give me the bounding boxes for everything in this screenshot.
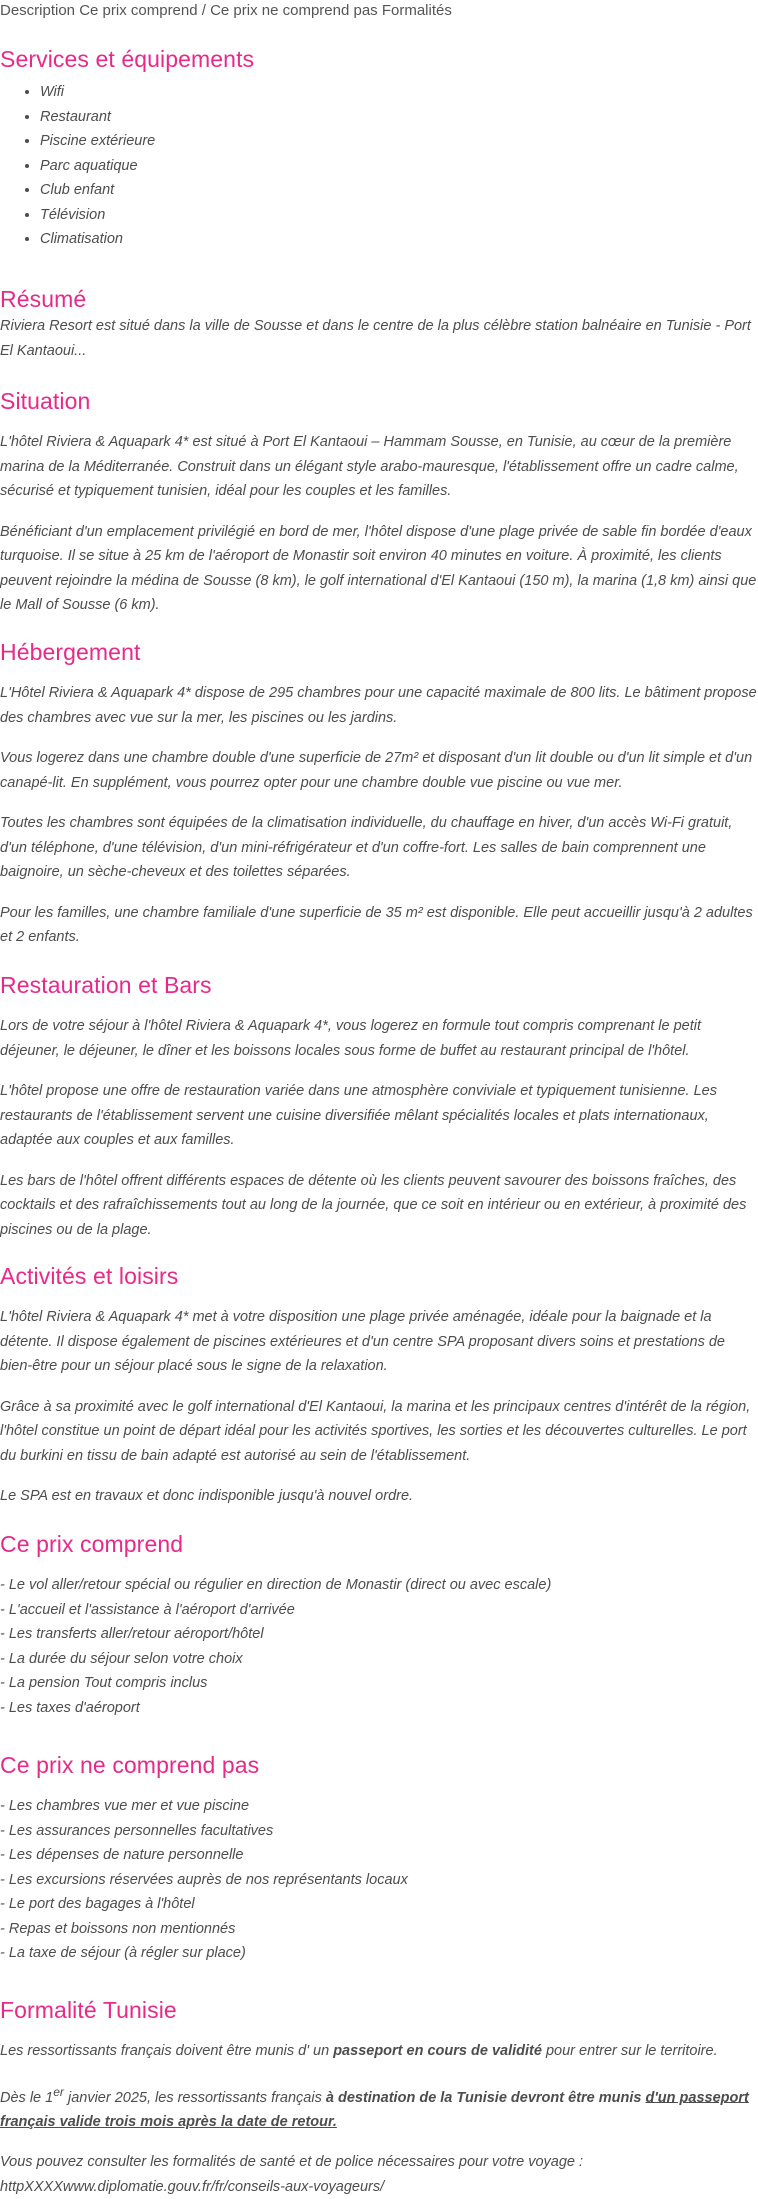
hebergement-paragraph-1: L'Hôtel Riviera & Aquapark 4* dispose de 295 chambres pour une capacité maximale de 800 lits. Le bâtiment propose des chambres avec vue sur la mer, les piscines ou les jardins.: [0, 685, 757, 726]
list-item: • Wifi: [40, 80, 758, 105]
section-activites: [0, 1261, 758, 1509]
section-ce-prix-comprend: [0, 1529, 758, 1720]
list-item: - Repas et boissons non mentionnés: [0, 1920, 236, 1937]
list-item: - La taxe de séjour (à régler sur place): [0, 1945, 246, 1961]
list-item: - Les transferts aller/retour aéroport/hôtel: [0, 1626, 264, 1642]
section-resume: [0, 284, 758, 363]
tab-prix[interactable]: Ce prix comprend / Ce prix ne comprend pas: [79, 2, 382, 19]
list-item: - Les assurances personnelles facultatives: [0, 1822, 274, 1839]
resume-heading: Résumé: [0, 286, 87, 312]
activites-paragraph-1: L'hôtel Riviera & Aquapark 4* met à votre disposition une plage privée aménagée, idéale pour la baignade et la détente. Il dispose également de piscines extérieures et d'un centre SPA proposant divers soins et prestations de bien-être pour un séjour placé sous le signe de la relaxation.: [0, 1309, 725, 1374]
list-item: • Club enfant: [40, 178, 758, 203]
list-item: - Les excursions réservées auprès de nos représentants locaux: [0, 1871, 408, 1888]
hebergement-heading: Hébergement: [0, 639, 141, 665]
list-item: - Le port des bagages à l'hôtel: [0, 1896, 195, 1912]
services-list: [0, 80, 758, 252]
list-item: - La pension Tout compris inclus: [0, 1675, 208, 1691]
list-item: • Piscine extérieure: [40, 129, 758, 154]
services-heading: Services et équipements: [0, 46, 255, 72]
activites-heading: Activités et loisirs: [0, 1263, 179, 1289]
tab-formalites[interactable]: Formalités: [381, 2, 452, 19]
tab-description[interactable]: Description: [0, 2, 80, 19]
hebergement-paragraph-4: Pour les familles, une chambre familiale d'une superficie de 35 m² est disponible. Elle peut accueillir jusqu'à 2 adultes et 2 enfants.: [0, 904, 753, 945]
activites-paragraph-2: Grâce à sa proximité avec le golf international d'El Kantaoui, la marina et les principaux centres d'intérêt de la région, l'hôtel constitue un point de départ idéal pour les activités sportives, les sorties et les découvertes culturelles. Le port du burkini en tissu de bain adapté est autorisé au sein de l'établissement.: [0, 1398, 751, 1464]
text-span: Dès le 1: [0, 2089, 54, 2106]
section-situation: [0, 386, 758, 618]
formalite-link[interactable]: httpXXXXwww.diplomatie.gouv.fr/fr/conseils-aux-voyageurs/: [0, 2178, 385, 2195]
text-span: Les ressortissants français doivent être munis d' un: [0, 2043, 334, 2059]
formalite-paragraph-2: [0, 2080, 758, 2135]
list-item: - L'accueil et l'assistance à l'aéroport d'arrivée: [0, 1601, 295, 1618]
section-formalite: [0, 1995, 758, 2199]
situation-paragraph-1: L'hôtel Riviera & Aquapark 4* est situé à Port El Kantaoui – Hammam Sousse, en Tunisie, au cœur de la première marina de la Méditerranée. Construit dans un élégant style arabo-mauresque, l'établissement offre un cadre calme, sécurisé et typiquement tunisien, idéal pour les couples et les familles.: [0, 434, 739, 499]
list-item: • Parc aquatique: [40, 154, 758, 179]
list-item: • Télévision: [40, 203, 758, 228]
hebergement-paragraph-2: Vous logerez dans une chambre double d'une superficie de 27m² et disposant d'un lit double ou d'un lit simple et d'un canapé-lit. En supplément, vous pourrez opter pour une chambre double vue piscine ou vue mer.: [0, 750, 753, 791]
passport-validity-emphasis: d'un passeport français valide trois mois après la date de retour.: [0, 2089, 749, 2130]
passport-emphasis: passeport en cours de validité: [333, 2043, 542, 2059]
section-restauration: [0, 970, 758, 1242]
list-item: - Les dépenses de nature personnelle: [0, 1847, 244, 1863]
restauration-paragraph-1: Lors de votre séjour à l'hôtel Riviera & Aquapark 4*, vous logerez en formule tout compris comprenant le petit déjeuner, le déjeuner, le dîner et les boissons locales sous forme de buffet au restaurant principal de l'hôtel.: [0, 1018, 702, 1059]
activites-paragraph-3: Le SPA est en travaux et donc indisponible jusqu'à nouvel ordre.: [0, 1488, 414, 1504]
ne-comprend-list: [0, 1794, 758, 1966]
section-ce-prix-ne-comprend-pas: [0, 1750, 758, 1966]
comprend-list: [0, 1573, 758, 1720]
comprend-heading: Ce prix comprend: [0, 1531, 184, 1557]
list-item: - Les taxes d'aéroport: [0, 1699, 140, 1716]
list-item: - Le vol aller/retour spécial ou régulier en direction de Monastir (direct ou avec escale): [0, 1577, 552, 1593]
text-span: janvier 2025, les ressortissants français: [63, 2089, 326, 2106]
formalite-heading: Formalité Tunisie: [0, 1997, 177, 2023]
list-item: • Restaurant: [40, 105, 758, 130]
list-item: • Climatisation: [40, 227, 758, 252]
tab-bar: [0, 0, 758, 21]
formalite-paragraph-3: Vous pouvez consulter les formalités de santé et de police nécessaires pour votre voyage :: [0, 2154, 584, 2171]
section-services: [0, 44, 758, 252]
restauration-paragraph-2: L'hôtel propose une offre de restauration variée dans une atmosphère conviviale et typiquement tunisienne. Les restaurants de l'établissement servent une cuisine diversifiée mêlant spécialités locales et plats internationaux, adaptée aux couples et aux familles.: [0, 1083, 717, 1148]
hebergement-paragraph-3: Toutes les chambres sont équipées de la climatisation individuelle, du chauffage en hiver, d'un accès Wi-Fi gratuit, d'un téléphone, d'une télévision, d'un mini-réfrigérateur et d'un coffre-fort. Les salles de bain comprennent une baignoire, un sèche-cheveux et des toilettes séparées.: [0, 815, 733, 880]
situation-paragraph-2: Bénéficiant d'un emplacement privilégié en bord de mer, l'hôtel dispose d'une plage privée de sable fin bordée d'eaux turquoise. Il se situe à 25 km de l'aéroport de Monastir soit environ 40 minutes en voiture. À proximité, les clients peuvent rejoindre la médina de Sousse (8 km), le golf international d'El Kantaoui (150 m), la marina (1,8 km) ainsi que le Mall of Sousse (6 km).: [0, 523, 757, 613]
resume-text: Riviera Resort est situé dans la ville de Sousse et dans le centre de la plus célèbre station balnéaire en Tunisie - Port El Kantaoui...: [0, 318, 751, 359]
destination-emphasis: à destination de la Tunisie devront être munis: [325, 2089, 646, 2106]
section-hebergement: [0, 637, 758, 950]
list-item: - La durée du séjour selon votre choix: [0, 1650, 243, 1667]
formalite-paragraph-1: [0, 2039, 758, 2064]
text-span: pour entrer sur le territoire.: [541, 2043, 718, 2059]
restauration-heading: Restauration et Bars: [0, 972, 212, 998]
situation-heading: Situation: [0, 388, 91, 414]
list-item: - Les chambres vue mer et vue piscine: [0, 1798, 250, 1814]
restauration-paragraph-3: Les bars de l'hôtel offrent différents espaces de détente où les clients peuvent savourer des boissons fraîches, des cocktails et des rafraîchissements tout au long de la journée, que ce soit en intérieur ou en extérieur, à proximité des piscines ou de la plage.: [0, 1172, 747, 1238]
ordinal-superscript: er: [53, 2084, 64, 2099]
ne-comprend-heading: Ce prix ne comprend pas: [0, 1752, 260, 1778]
